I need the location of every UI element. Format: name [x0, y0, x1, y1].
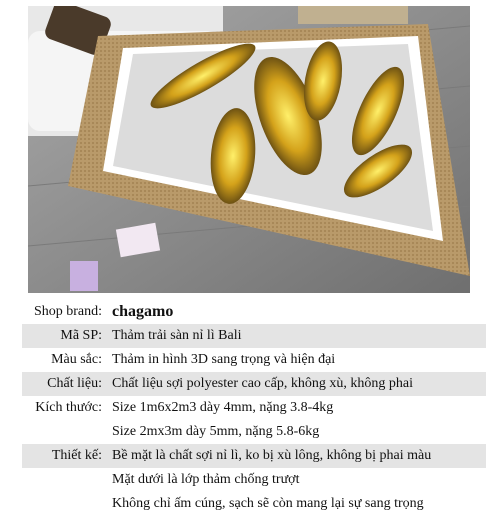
- spec-value: Size 1m6x2m3 dày 4mm, nặng 3.8-4kg: [112, 400, 334, 415]
- spec-value: Thảm trải sàn nỉ lì Bali: [108, 324, 486, 348]
- rug-image: [28, 6, 470, 293]
- spec-row: [22, 372, 486, 396]
- spec-row: [22, 492, 486, 516]
- spec-row: [22, 420, 486, 444]
- spec-row: [22, 444, 486, 468]
- spec-label: Chất liệu:: [22, 372, 108, 396]
- spec-row: [22, 468, 486, 492]
- spec-value: Chất liệu sợi polyester cao cấp, không xù, không phai: [108, 372, 486, 396]
- spec-value: Thảm in hình 3D sang trọng và hiện đại: [112, 352, 336, 367]
- spec-row: [22, 348, 486, 372]
- spec-label: Mã SP:: [22, 324, 108, 348]
- product-specs: [22, 300, 486, 516]
- spec-row: [22, 324, 486, 348]
- brand-label: Shop brand:: [33, 304, 102, 319]
- spec-value: Bề mặt là chất sợi nỉ lì, ko bị xù lông, không bị phai màu: [108, 444, 486, 468]
- brand-row: [22, 300, 486, 324]
- brand-name: chagamo: [112, 303, 174, 320]
- spec-value: Size 2mx3m dày 5mm, nặng 5.8-6kg: [112, 424, 320, 439]
- spec-label: [22, 492, 108, 516]
- spec-label: Màu sắc:: [51, 352, 102, 367]
- product-photo: [28, 6, 470, 293]
- spec-label: [22, 420, 108, 444]
- spec-label: [22, 468, 108, 492]
- spec-label: Kích thước:: [35, 400, 102, 415]
- spec-row: [22, 396, 486, 420]
- spec-value: Không chỉ ấm cúng, sạch sẽ còn mang lại sự sang trọng: [112, 496, 424, 511]
- side-table: [298, 6, 408, 24]
- spec-value: Mặt dưới là lớp thảm chống trượt: [112, 472, 300, 487]
- book: [70, 261, 98, 291]
- spec-label: Thiết kế:: [22, 444, 108, 468]
